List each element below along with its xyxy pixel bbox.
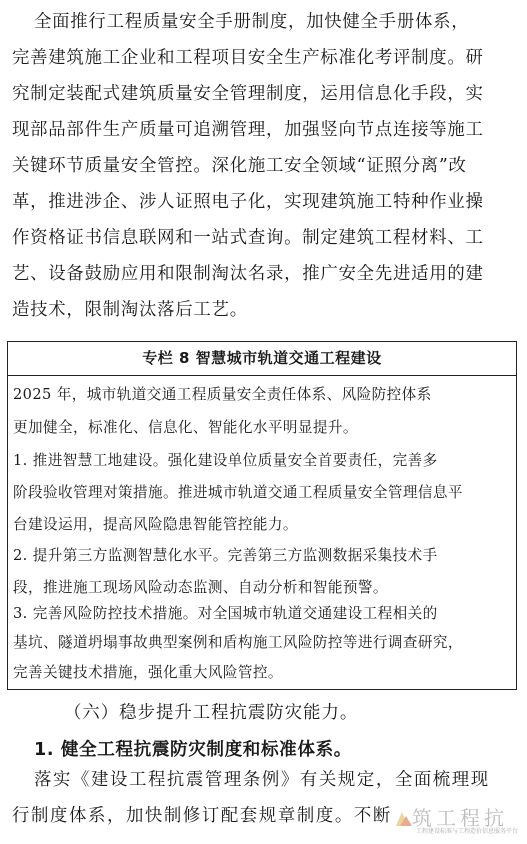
box-title: 专栏 8 智慧城市轨道交通工程建设 <box>8 342 516 376</box>
box-line: 3. 完善风险防控技术措施。对全国城市轨道交通建设工程相关的 <box>13 605 438 622</box>
intro-line: 造技术，限制淘汰落后工艺。 <box>12 300 248 320</box>
box-line: 段，推进施工现场风险动态监测、自动分析和智能预警。 <box>13 579 388 596</box>
intro-line: 关键环节质量安全管控。深化施工安全领域“证照分离”改 <box>12 156 467 176</box>
body-line: 落实《建设工程抗震管理条例》有关规定，全面梳理现 <box>34 770 490 790</box>
box-line: 更加健全，标准化、信息化、智能化水平明显提升。 <box>13 419 358 436</box>
box-line: 1. 推进智慧工地建设。强化建设单位质量安全首要责任，完善多 <box>13 452 438 469</box>
box-line: 2025 年，城市轨道交通工程质量安全责任体系、风险防控体系 <box>13 386 432 403</box>
box-line: 阶段验收管理对策措施。推进城市轨道交通工程质量安全管理信息平 <box>13 484 463 501</box>
intro-line: 全面推行工程质量安全手册制度，加快健全手册体系， <box>34 12 470 32</box>
intro-line: 革，推进涉企、涉人证照电子化，实现建筑施工特种作业操 <box>12 192 484 212</box>
box-line: 2. 提升第三方监测智慧化水平。完善第三方监测数据采集技术手 <box>13 547 438 564</box>
watermark-small: 工程建设标准与工程造价信息服务平台 <box>416 828 519 835</box>
column-box <box>7 341 517 690</box>
intro-line: 艺、设备鼓励应用和限制淘汰名录，推广安全先进适用的建 <box>12 264 484 284</box>
intro-line: 完善建筑施工企业和工程项目安全生产标准化考评制度。研 <box>12 48 484 68</box>
box-line: 完善关键技术措施，强化重大风险管控。 <box>13 664 283 681</box>
intro-line: 现部品部件生产质量可追溯管理，加强竖向节点连接等施工 <box>12 120 484 140</box>
box-line: 基坑、隧道坍塌事故典型案例和盾构施工风险防控等进行调查研究， <box>13 634 463 651</box>
body-line: 行制度体系，加快制修订配套规章制度。不断 <box>12 806 392 826</box>
intro-line: 究制定装配式建筑质量安全管理制度，运用信息化手段，实 <box>12 84 484 104</box>
box-line: 台建设运用，提高风险隐患智能管控能力。 <box>13 516 298 533</box>
section-heading: （六）稳步提升工程抗震防灾能力。 <box>64 703 359 723</box>
watermark-text: 筑工程抗 <box>412 806 508 830</box>
bold-heading: 1. 健全工程抗震防灾制度和标准体系。 <box>34 740 352 760</box>
intro-line: 作资格证书信息联网和一站式查询。制定建筑工程材料、工 <box>12 228 484 248</box>
